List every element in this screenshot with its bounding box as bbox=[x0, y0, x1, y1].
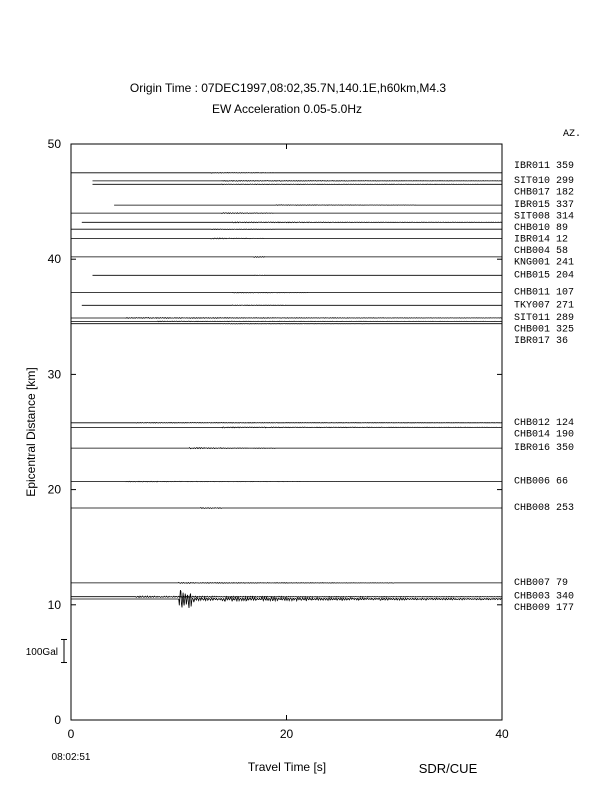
trace-chb009 bbox=[71, 590, 502, 608]
amplitude-scale-bar bbox=[26, 639, 67, 662]
y-tick-label: 40 bbox=[47, 252, 61, 267]
x-tick-label: 40 bbox=[495, 727, 509, 741]
trace-sit008 bbox=[71, 213, 502, 214]
station-label-sit011: SIT011 289 bbox=[514, 312, 575, 324]
x-axis bbox=[68, 144, 509, 741]
trace-ibr016 bbox=[71, 448, 502, 449]
trace-sit010 bbox=[93, 181, 503, 182]
y-tick-label: 50 bbox=[47, 137, 61, 151]
trace-ibr011 bbox=[71, 173, 502, 174]
station-labels bbox=[514, 161, 574, 614]
trace-chb004 bbox=[71, 238, 502, 239]
station-label-chb010: CHB010 89 bbox=[514, 223, 569, 235]
station-label-chb011: CHB011 107 bbox=[514, 287, 575, 299]
plot-frame bbox=[71, 144, 502, 720]
trace-chb017 bbox=[93, 184, 503, 185]
chart-subtitle: EW Acceleration 0.05-5.0Hz bbox=[211, 102, 363, 116]
y-tick-label: 20 bbox=[47, 482, 61, 497]
station-label-ibr014: IBR014 12 bbox=[514, 234, 569, 246]
trace-chb012 bbox=[71, 423, 502, 424]
azimuth-header: AZ. bbox=[563, 129, 582, 140]
trace-chb007 bbox=[71, 582, 502, 583]
station-label-chb012: CHB012 124 bbox=[514, 417, 575, 429]
station-label-sit010: SIT010 299 bbox=[514, 175, 575, 187]
start-time-label: 08:02:51 bbox=[51, 752, 91, 763]
trace-chb008 bbox=[71, 508, 502, 509]
station-label-chb017: CHB017 182 bbox=[514, 187, 575, 199]
y-axis bbox=[48, 137, 502, 727]
trace-chb001 bbox=[71, 321, 502, 322]
station-label-chb015: CHB015 204 bbox=[514, 270, 575, 282]
station-label-ibr017: IBR017 36 bbox=[514, 335, 569, 347]
trace-chb003 bbox=[71, 596, 502, 597]
x-tick-label: 20 bbox=[279, 727, 294, 741]
trace-chb014 bbox=[71, 427, 502, 428]
station-label-kng001: KNG001 241 bbox=[514, 257, 575, 269]
y-tick-label: 30 bbox=[47, 367, 61, 382]
station-label-sit008: SIT008 314 bbox=[514, 211, 575, 223]
station-label-chb009: CHB009 177 bbox=[514, 603, 575, 615]
x-tick-label: 0 bbox=[67, 727, 75, 741]
trace-chb011 bbox=[71, 292, 502, 293]
trace-chb006 bbox=[71, 481, 502, 482]
trace-ibr015 bbox=[114, 205, 502, 206]
station-label-chb001: CHB001 325 bbox=[514, 324, 575, 336]
station-label-chb003: CHB003 340 bbox=[514, 591, 575, 603]
seismic-traces bbox=[71, 173, 502, 608]
station-label-ibr015: IBR015 337 bbox=[514, 200, 575, 212]
station-label-chb006: CHB006 66 bbox=[514, 476, 569, 488]
station-label-chb004: CHB004 58 bbox=[514, 246, 569, 258]
trace-kng001 bbox=[71, 257, 502, 258]
chart-title: Origin Time : 07DEC1997,08:02,35.7N,140.1E,h60km,M4.3 bbox=[129, 81, 447, 95]
x-axis-label: Travel Time [s] bbox=[247, 760, 327, 774]
y-tick-label: 0 bbox=[54, 713, 61, 727]
y-axis-label: Epicentral Distance [km] bbox=[24, 367, 38, 497]
scale-bar-label: 100Gal bbox=[25, 647, 58, 658]
y-tick-label: 10 bbox=[47, 597, 61, 612]
station-label-tky007: TKY007 271 bbox=[514, 300, 575, 312]
trace-sit011 bbox=[71, 318, 502, 319]
station-label-chb008: CHB008 253 bbox=[514, 503, 575, 515]
credit-label: SDR/CUE bbox=[418, 761, 478, 776]
trace-chb010 bbox=[82, 222, 502, 223]
trace-tky007 bbox=[82, 305, 502, 306]
station-label-chb014: CHB014 190 bbox=[514, 429, 575, 441]
station-label-chb007: CHB007 79 bbox=[514, 577, 569, 589]
trace-ibr014 bbox=[71, 229, 502, 230]
station-label-ibr016: IBR016 350 bbox=[514, 443, 575, 455]
station-label-ibr011: IBR011 359 bbox=[514, 161, 575, 172]
